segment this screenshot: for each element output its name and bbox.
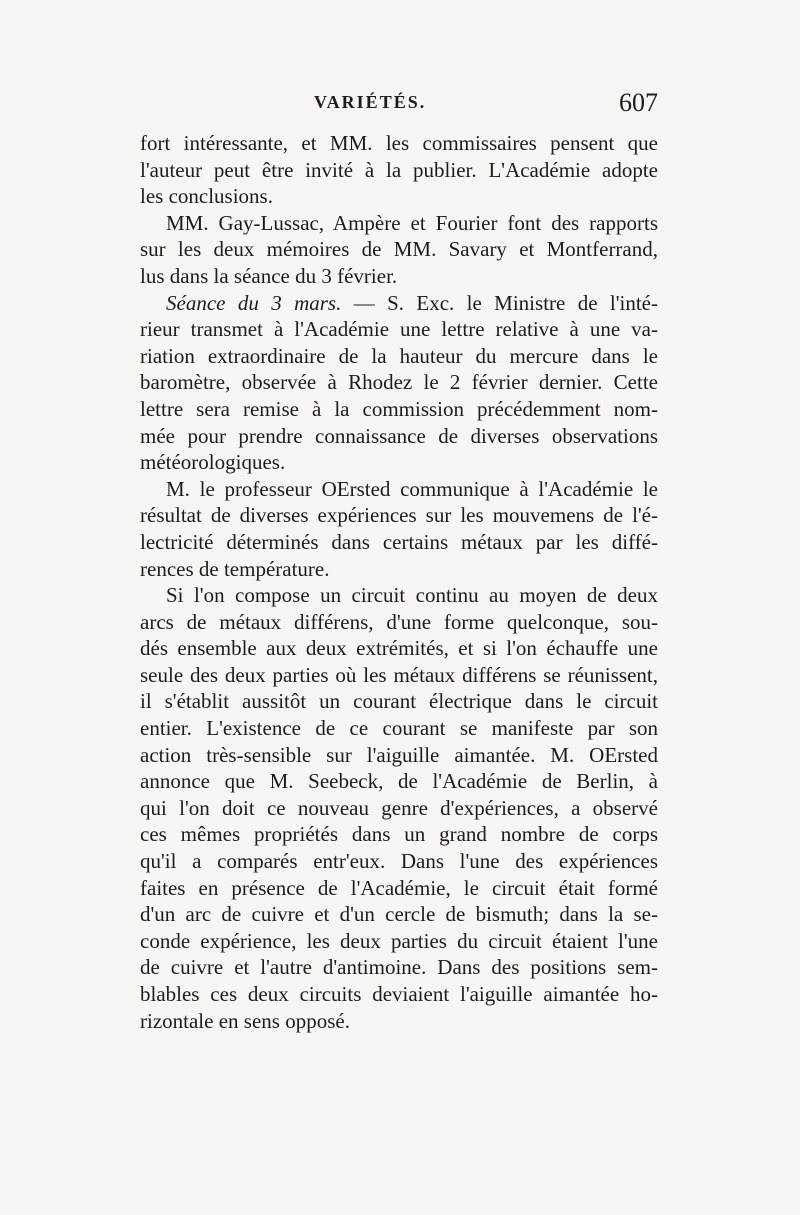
text-line: blables ces deux circuits deviaient l'aiguille aimantée ho- bbox=[140, 982, 658, 1006]
text-line: ces mêmes propriétés dans un grand nombre de corps bbox=[140, 822, 658, 847]
text-line: lectricité déterminés dans certains métaux par les diffé- bbox=[140, 529, 658, 554]
text-line: d'un arc de cuivre et d'un cercle de bismuth; dans la se- bbox=[140, 902, 658, 927]
text-line: riation extraordinaire de la hauteur du mercure dans le bbox=[140, 343, 658, 368]
text-line: il s'établit aussitôt un courant électrique dans le circuit bbox=[140, 689, 658, 714]
running-head bbox=[142, 88, 658, 122]
text-line: l'auteur peut être invité à la publier. L'Académie adopte bbox=[140, 157, 658, 182]
text-line: lus dans la séance du 3 février. bbox=[140, 263, 398, 288]
text-line: de cuivre et l'autre d'antimoine. Dans des positions sem- bbox=[140, 955, 658, 980]
text-line: Si l'on compose un circuit continu au moyen de deux bbox=[166, 583, 658, 608]
text-line: arcs de métaux différens, d'une forme quelconque, sou- bbox=[140, 609, 658, 634]
session-line bbox=[140, 290, 658, 317]
session-heading: Séance du 3 mars. bbox=[166, 290, 342, 315]
text-line: fort intéressante, et MM. les commissaires pensent que bbox=[140, 131, 658, 155]
text-line: annonce que M. Seebeck, de l'Académie de Berlin, à bbox=[140, 769, 658, 794]
text-line: faites en présence de l'Académie, le circuit était formé bbox=[140, 875, 658, 900]
text-line: résultat de diverses expériences sur les mouvemens de l'é- bbox=[140, 503, 658, 528]
text-line: rieur transmet à l'Académie une lettre relative à une va- bbox=[140, 317, 658, 342]
text-line: météorologiques. bbox=[140, 450, 286, 475]
text-line: — S. Exc. le Ministre de l'inté- bbox=[353, 290, 658, 315]
text-line: conde expérience, les deux parties du circuit étaient l'une bbox=[140, 928, 658, 953]
text-line: qui l'on doit ce nouveau genre d'expériences, a observé bbox=[140, 795, 658, 820]
page-number: 607 bbox=[619, 88, 658, 117]
text-line: les conclusions. bbox=[140, 184, 273, 209]
text-line: baromètre, observée à Rhodez le 2 février dernier. Cette bbox=[140, 370, 658, 395]
text-line: M. le professeur OErsted communique à l'Académie le bbox=[166, 476, 658, 501]
text-line: rizontale en sens opposé. bbox=[140, 1008, 350, 1033]
text-line: lettre sera remise à la commission précédemment nom- bbox=[140, 396, 658, 421]
text-line: sur les deux mémoires de MM. Savary et Montferrand, bbox=[140, 237, 658, 262]
running-head-title: VARIÉTÉS. bbox=[314, 92, 427, 112]
body-text bbox=[140, 130, 658, 1034]
text-line: mée pour prendre connaissance de diverses observations bbox=[140, 423, 658, 448]
text-line: action très-sensible sur l'aiguille aimantée. M. OErsted bbox=[140, 742, 658, 767]
text-line: rences de température. bbox=[140, 556, 330, 581]
text-line: qu'il a comparés entr'eux. Dans l'une des expériences bbox=[140, 849, 658, 874]
text-line: entier. L'existence de ce courant se manifeste par son bbox=[140, 716, 658, 741]
text-line: MM. Gay-Lussac, Ampère et Fourier font des rapports bbox=[166, 210, 658, 235]
text-line: seule des deux parties où les métaux différens se réunissent, bbox=[140, 662, 658, 687]
text-line: dés ensemble aux deux extrémités, et si l'on échauffe une bbox=[140, 636, 658, 661]
